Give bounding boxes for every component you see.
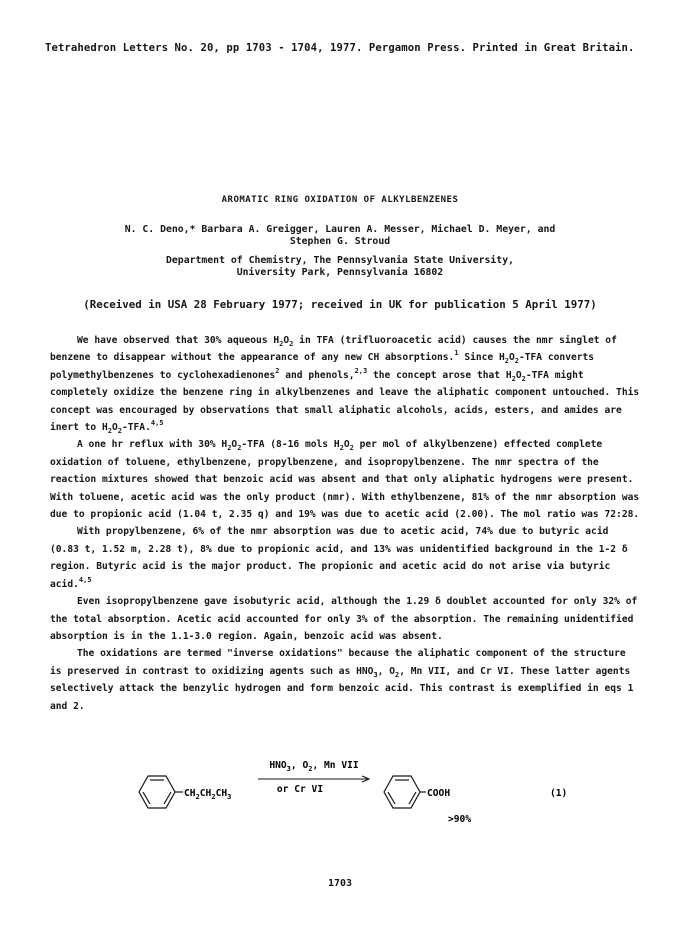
yield-label: >90%	[448, 814, 472, 825]
equation-number: (1)	[550, 788, 568, 799]
paragraph-2: A one hr reflux with 30% $H_2O_2$-TFA (8-16 mols $H_2O_2$ per mol of alkylbenzene) effected complete oxidation of toluene, ethylbenzene, propylbenzene, and isopropylbenzene. The nmr spectra of the reaction mixtures showed that benzoic acid was absent and that only aliphatic hydrogens were present. With toluene, acetic acid was the only product (nmr). With ethylbenzene, 81% of the nmr absorption was due to propionic acid (1.04 t, 2.35 q) and 19% was due to acetic acid (2.00). The mol ratio was 72:28.	[50, 439, 640, 521]
paragraph-1: We have observed that 30% aqueous $H_2O_2$ in TFA (trifluoroacetic acid) causes the nmr singlet of benzene to disappear without the appearance of any new CH absorptions.$^1$ Since $H_2O_2$-TFA converts polymethylbenzenes to cyclohexadienones$^2$ and phenols,$^{2,3}$ the concept arose that $H_2O_2$-TFA might completely oxidize the benzene ring in alkylbenzenes and leave the aliphatic component untouched. This concept was encouraged by observations that small aliphatic alcohols, acids, esters, and amides are inert to $H_2O_2-TFA.^{4,5}$	[50, 335, 640, 436]
paragraph-4: Even isopropylbenzene gave isobutyric acid, although the 1.29 δ doublet accounted for only 32% of the total absorption. Acetic acid accounted for only 3% of the absorption. The remaining unidentified absorption is in the 1.1-3.0 region. Again, benzoic acid was absent.	[50, 596, 638, 642]
propyl-chain-label: $CH_2CH_2CH_3$	[184, 788, 232, 801]
affiliation-line-1: Department of Chemistry, The Pennsylvania State University,	[166, 255, 514, 266]
page-number: 1703	[327, 878, 353, 889]
reagents-below-arrow: or Cr VI	[276, 784, 324, 795]
benzene-ring-product	[384, 776, 420, 808]
reagents-above-arrow: $HNO_3$, $O_2$, Mn VII	[269, 760, 359, 773]
reaction-equation-1	[0, 760, 680, 830]
carboxyl-group-label: COOH	[427, 788, 451, 799]
authors-line-1: N. C. Deno,* Barbara A. Greigger, Lauren A. Messer, Michael D. Meyer, and	[124, 224, 556, 235]
paragraph-5: The oxidations are termed "inverse oxidations" because the aliphatic component of the structure is preserved in contrast to oxidizing agents such as $HNO_3$, $O_2$, Mn VII, and Cr VI. These latter agents selectively attack the benzylic hydrogen and form benzoic acid. This contrast is exemplified in eqs 1 and 2.	[50, 648, 634, 712]
benzene-ring-reactant	[139, 776, 175, 808]
running-header: Tetrahedron Letters No. 20, pp 1703 - 1704, 1977. Pergamon Press. Printed in Great Britain.	[45, 42, 635, 54]
received-dates: (Received in USA 28 February 1977; received in UK for publication 5 April 1977)	[83, 298, 597, 311]
authors-line-2: Stephen G. Stroud	[289, 236, 391, 247]
article-body	[50, 332, 640, 715]
article-title: AROMATIC RING OXIDATION OF ALKYLBENZENES	[221, 195, 459, 205]
affiliation-line-2: University Park, Pennsylvania 16802	[236, 267, 444, 278]
paragraph-3: With propylbenzene, 6% of the nmr absorption was due to acetic acid, 74% due to butyric acid (0.83 t, 1.52 m, 2.28 t), 8% due to propionic acid, and 13% was unidentified background in the 1-2 δ region. Butyric acid is the major product. The propionic and acetic acid do not arise via butyric acid.$^{4,5}$	[50, 526, 628, 590]
